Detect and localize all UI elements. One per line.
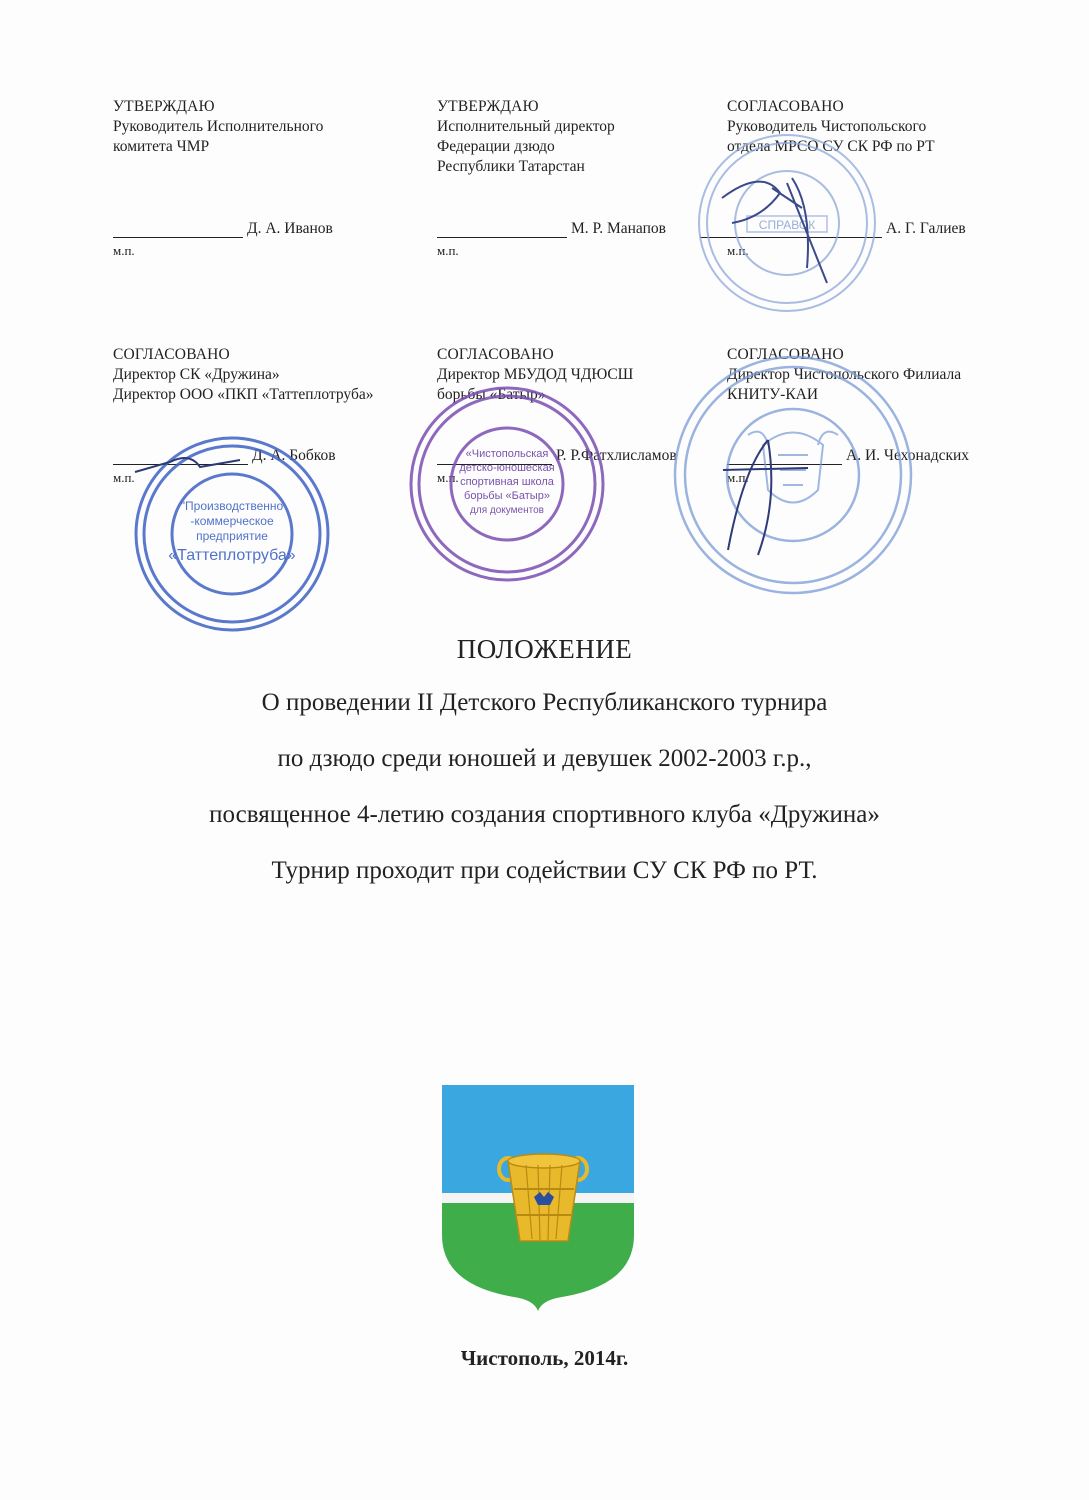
stamp-text: -коммерческое bbox=[190, 514, 274, 528]
approval-block-1 bbox=[113, 97, 323, 157]
signature-line bbox=[113, 450, 248, 465]
stamp-text: «Таттеплотруба» bbox=[168, 547, 296, 564]
signature-row-4 bbox=[113, 447, 336, 465]
signatory-name: Д. А. Бобков bbox=[252, 447, 336, 464]
approval-block-3 bbox=[727, 97, 935, 157]
signatory-name: Р. Р.Фатхлисламов bbox=[556, 447, 677, 464]
approval-line: Директор Чистопольского Филиала bbox=[727, 366, 962, 383]
stamp-text: «Чистопольская bbox=[465, 448, 549, 460]
signature-line bbox=[727, 450, 842, 465]
approval-line: Федерации дзюдо bbox=[437, 138, 555, 155]
approval-heading: УТВЕРЖДАЮ bbox=[437, 98, 539, 115]
subtitle-line-4: Турнир проходит при содействии СУ СК РФ по РТ. bbox=[271, 857, 818, 884]
stamp-text: "Производственно bbox=[180, 499, 284, 513]
approval-block-6 bbox=[727, 345, 961, 405]
seal-label: м.п. bbox=[727, 470, 749, 485]
stamp-text: борьбы «Батыр» bbox=[464, 490, 550, 502]
approval-line: КНИТУ-КАИ bbox=[727, 386, 819, 403]
seal-label: м.п. bbox=[437, 470, 459, 485]
approval-line: борьбы «Батыр» bbox=[437, 386, 546, 403]
approval-line: Директор СК «Дружина» bbox=[113, 366, 280, 383]
stamp-text: для документов bbox=[470, 505, 544, 516]
document-title: ПОЛОЖЕНИЕ bbox=[456, 634, 633, 664]
approval-heading: СОГЛАСОВАНО bbox=[437, 346, 554, 363]
approval-heading: СОГЛАСОВАНО bbox=[113, 346, 230, 363]
approval-block-2 bbox=[437, 97, 615, 177]
signatory-name: А. Г. Галиев bbox=[886, 220, 966, 237]
stamp-text: детско-юношеская bbox=[459, 462, 555, 474]
signature-row-2 bbox=[437, 220, 666, 238]
signatory-name: А. И. Чехонадских bbox=[846, 447, 970, 464]
signature-row-6 bbox=[727, 447, 969, 465]
approval-heading: СОГЛАСОВАНО bbox=[727, 346, 844, 363]
signature-line bbox=[700, 223, 882, 238]
approval-heading: УТВЕРЖДАЮ bbox=[113, 98, 215, 115]
approval-line: Директор ООО «ПКП «Таттеплотруба» bbox=[113, 386, 374, 403]
stamp-text: спортивная школа bbox=[460, 476, 554, 488]
signature-row-5 bbox=[437, 447, 677, 465]
round-stamp-batyr bbox=[405, 382, 610, 587]
stamp-text: предприятие bbox=[196, 529, 268, 543]
subtitle-line-2: по дзюдо среди юношей и девушек 2002-2003 г.р., bbox=[277, 745, 812, 772]
approval-line: Руководитель Исполнительного bbox=[113, 118, 324, 135]
place-and-year: Чистополь, 2014г. bbox=[460, 1346, 629, 1370]
seal-label: м.п. bbox=[437, 243, 459, 258]
subtitle-line-1: О проведении II Детского Республиканского турнира bbox=[261, 689, 828, 716]
approval-line: Исполнительный директор bbox=[437, 118, 615, 135]
approval-line: Республики Татарстан bbox=[437, 158, 585, 175]
seal-label: м.п. bbox=[113, 243, 135, 258]
seal-label: м.п. bbox=[727, 243, 749, 258]
signature-line bbox=[113, 223, 243, 238]
approval-heading: СОГЛАСОВАНО bbox=[727, 98, 844, 115]
approval-line: отдела МРСО СУ СК РФ по РТ bbox=[727, 138, 935, 155]
signature-row-1 bbox=[113, 220, 333, 238]
signature-line bbox=[437, 450, 552, 465]
signatory-name: М. Р. Манапов bbox=[571, 220, 666, 237]
signature-line bbox=[437, 223, 567, 238]
approval-line: Руководитель Чистопольского bbox=[727, 118, 927, 135]
approval-line: комитета ЧМР bbox=[113, 138, 210, 155]
stamp-text: СПРАВОК bbox=[758, 218, 816, 232]
seal-label: м.п. bbox=[113, 470, 135, 485]
signature-row-3 bbox=[700, 220, 966, 238]
approval-block-5 bbox=[437, 345, 633, 405]
signatory-name: Д. А. Иванов bbox=[247, 220, 333, 237]
approval-line: Директор МБУДОД ЧДЮСШ bbox=[437, 366, 634, 383]
subtitle-line-3: посвященное 4-летию создания спортивного клуба «Дружина» bbox=[209, 801, 880, 828]
approval-block-4 bbox=[113, 345, 373, 405]
coat-of-arms-emblem bbox=[442, 1085, 634, 1311]
